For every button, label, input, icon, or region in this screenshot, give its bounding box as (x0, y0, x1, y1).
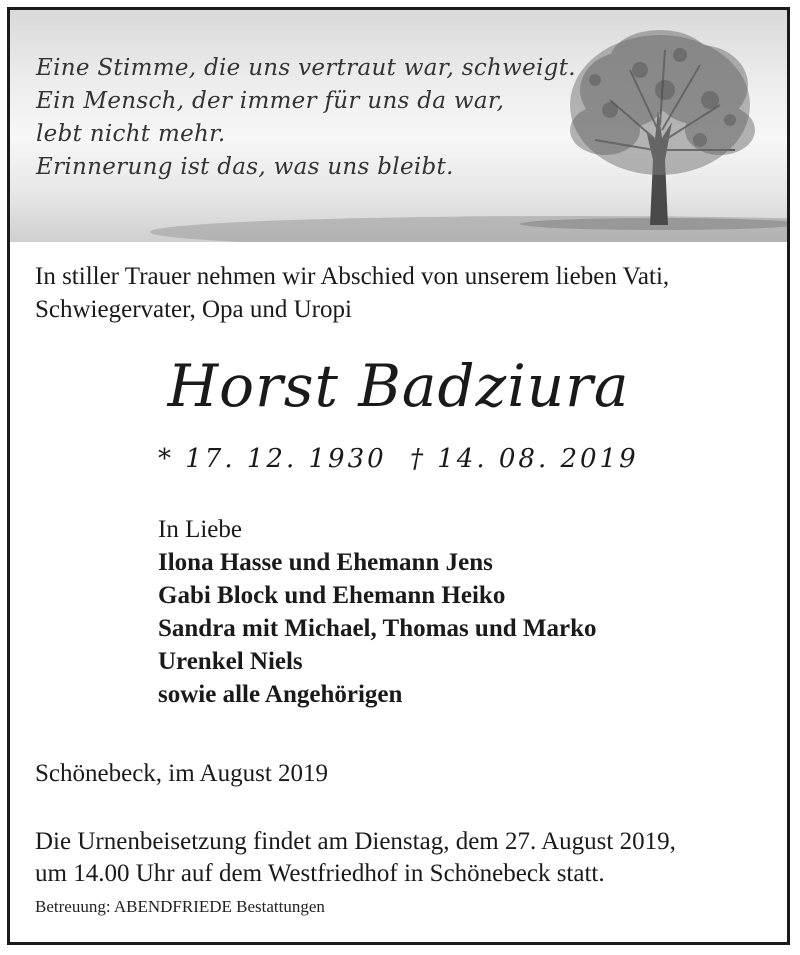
place-date: Schönebeck, im August 2019 (35, 760, 329, 787)
family-member: Sandra mit Michael, Thomas und Marko (158, 615, 597, 642)
poem (36, 52, 576, 184)
family-member: Urenkel Niels (158, 648, 303, 675)
deceased-name: Horst Badziura (167, 352, 630, 420)
family-member: Gabi Block und Ehemann Heiko (158, 582, 506, 609)
burial-line: Die Urnenbeisetzung findet am Dienstag, dem 27. August 2019, (35, 828, 676, 855)
family-heading: In Liebe (158, 516, 242, 543)
burial-info (35, 826, 676, 890)
family-member: sowie alle Angehörigen (158, 681, 403, 708)
header-banner (10, 10, 787, 242)
obituary-notice (7, 7, 790, 945)
family-member: Ilona Hasse und Ehemann Jens (158, 549, 493, 576)
family-list (158, 513, 596, 711)
burial-line: um 14.00 Uhr auf dem Westfriedhof in Schönebeck statt. (35, 860, 605, 887)
death-date: † 14. 08. 2019 (410, 444, 639, 474)
poem-line: lebt nicht mehr. (36, 121, 226, 147)
funeral-care: Betreuung: ABENDFRIEDE Bestattungen (35, 897, 325, 916)
birth-date: * 17. 12. 1930 (158, 444, 387, 474)
poem-line: Eine Stimme, die uns vertraut war, schweigt. (36, 55, 576, 81)
intro-line: Schwiegervater, Opa und Uropi (35, 296, 352, 323)
intro-line: In stiller Trauer nehmen wir Abschied von unserem lieben Vati, (35, 263, 670, 290)
life-dates (158, 444, 639, 474)
intro-text (35, 260, 669, 326)
poem-line: Ein Mensch, der immer für uns da war, (36, 88, 505, 114)
poem-line: Erinnerung ist das, was uns bleibt. (36, 154, 454, 180)
